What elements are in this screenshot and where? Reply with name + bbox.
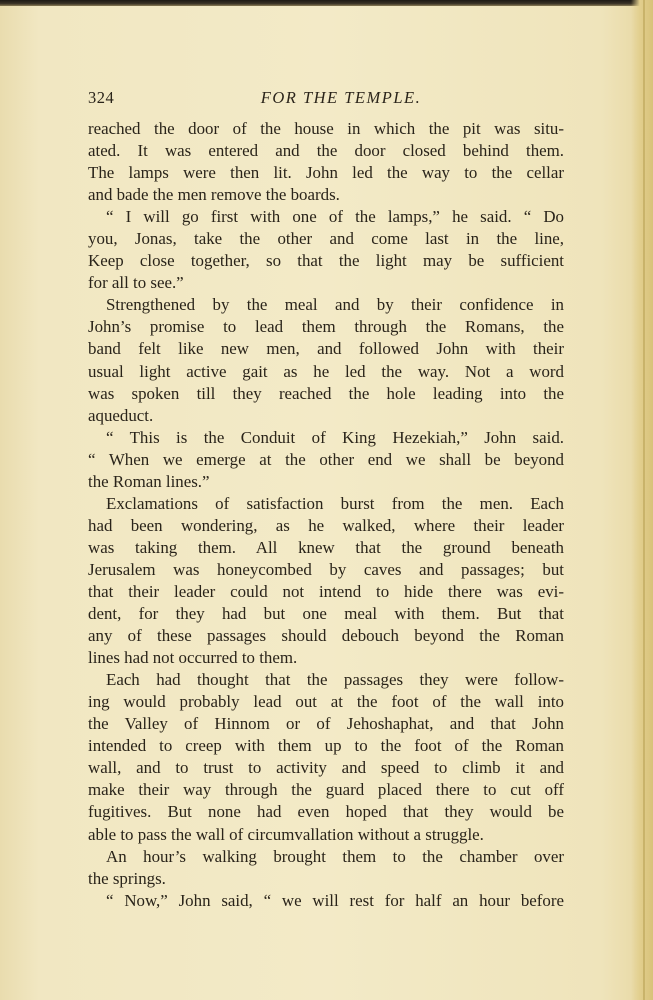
page-header [88,88,564,108]
text-line: fugitives. But none had even hoped that they would be [88,802,564,822]
text-line: was taking them. All knew that the ground beneath [88,537,564,557]
text-line: An hour’s walking brought them to the chamber over [106,846,564,866]
text-line: Jerusalem was honeycombed by caves and passages; but [88,559,564,579]
text-line: “ I will go first with one of the lamps,” he said. “ Do [106,207,564,227]
text-line: make their way through the guard placed there to cut off [88,780,564,800]
text-line: that their leader could not intend to hide there was evi- [88,581,564,601]
body-text [88,118,564,912]
text-line: ing would probably lead out at the foot of the wall into [88,692,564,712]
text-line: Each had thought that the passages they were follow- [106,670,564,690]
text-line: had been wondering, as he walked, where their leader [88,515,564,535]
text-line: the Valley of Hinnom or of Jehoshaphat, and that John [88,714,564,734]
text-line: Strengthened by the meal and by their confidence in [106,295,564,315]
text-line: wall, and to trust to activity and speed to climb it and [88,758,564,778]
text-line: any of these passages should debouch beyond the Roman [88,626,564,646]
page-right-edge [631,0,653,1000]
text-line: dent, for they had but one meal with them. But that [88,604,564,624]
text-line: the springs. [88,868,166,888]
text-line: usual light active gait as he led the way. Not a word [88,361,564,381]
page-top-edge [0,0,653,6]
text-line: you, Jonas, take the other and come last in the line, [88,229,564,249]
text-line: “ When we emerge at the other end we shall be beyond [88,449,564,469]
text-line: and bade the men remove the boards. [88,185,340,205]
text-line: able to pass the wall of circumvallation without a struggle. [88,824,484,844]
text-line: band felt like new men, and followed John with their [88,339,564,359]
text-line: reached the door of the house in which the pit was situ- [88,119,564,138]
text-line: ated. It was entered and the door closed behind them. [88,141,564,161]
text-line: Exclamations of satisfaction burst from the men. Each [106,493,564,513]
text-line: The lamps were then lit. John led the way to the cellar [88,163,564,183]
running-title: FOR THE TEMPLE. [260,88,422,107]
text-line: “ Now,” John said, “ we will rest for half an hour before [106,890,564,910]
text-line: Keep close together, so that the light may be sufficient [88,251,564,271]
text-line: John’s promise to lead them through the Romans, the [88,317,564,337]
page-number: 324 [88,88,115,107]
text-line: for all to see.” [88,273,184,293]
text-line: was spoken till they reached the hole leading into the [88,383,564,403]
text-line: the Roman lines.” [88,471,210,491]
text-line: “ This is the Conduit of King Hezekiah,” John said. [106,427,564,447]
text-line: aqueduct. [88,405,154,425]
text-line: lines had not occurred to them. [88,648,298,668]
text-line: intended to creep with them up to the foot of the Roman [88,736,564,756]
